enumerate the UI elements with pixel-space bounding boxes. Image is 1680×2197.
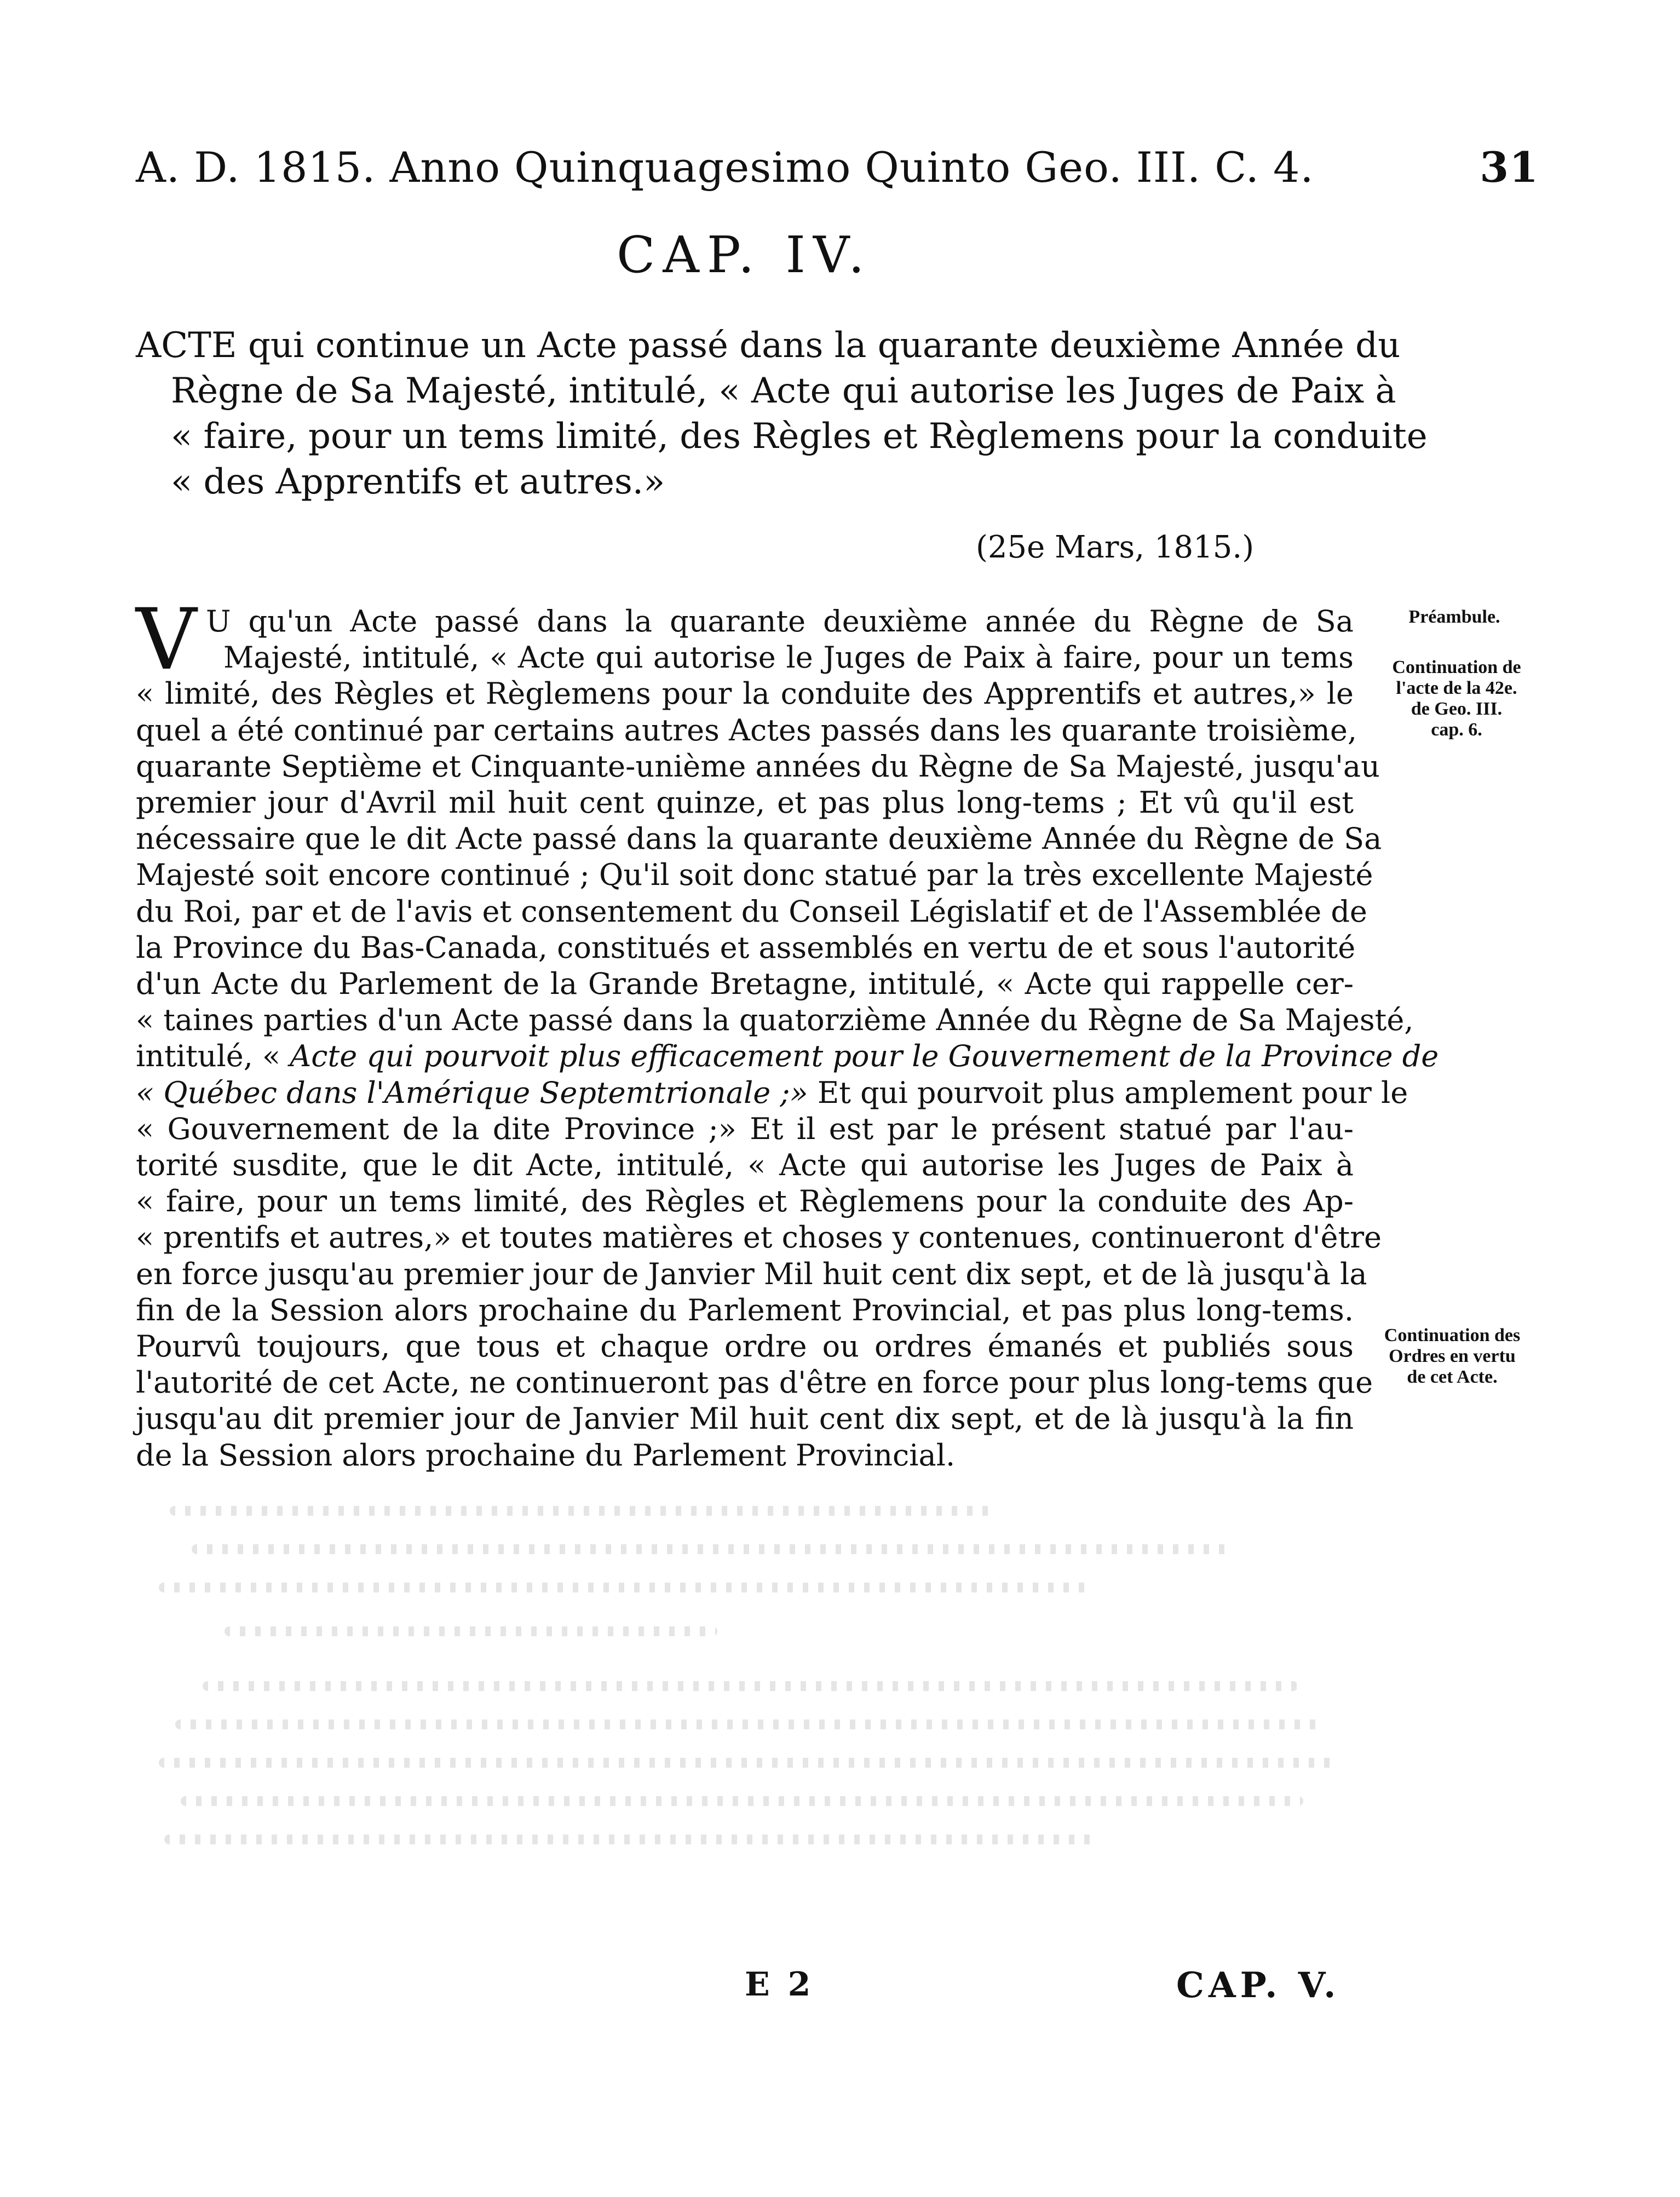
margin-note-line: Continuation des [1384, 1325, 1521, 1345]
body-line: « taines parties d'un Acte passé dans la quatorzième Année du Règne de Sa Majesté, [136, 1003, 1414, 1038]
margin-note-line: de cet Acte. [1407, 1367, 1498, 1387]
margin-note-line: Ordres en vertu [1389, 1346, 1516, 1366]
body-line [136, 1075, 1408, 1111]
catchword: CAP. V. [1176, 1965, 1340, 2006]
body-line: en force jusqu'au premier jour de Janvier Mil huit cent dix sept, et de là jusqu'à la [136, 1256, 1367, 1291]
body-line: d'un Acte du Parlement de la Grande Bretagne, intitulé, « Acte qui rappelle cer- [136, 967, 1354, 1002]
body-line: l'autorité de cet Acte, ne continueront pas d'être en force pour plus long-tems que [136, 1365, 1373, 1400]
margin-note-line: Continuation de [1392, 657, 1521, 677]
body-text-segment: intitulé, « [136, 1039, 290, 1074]
act-title-line: « des Apprentifs et autres.» [171, 462, 665, 502]
body-line: de la Session alors prochaine du Parlement Provincial. [136, 1437, 956, 1473]
margin-note-orders [1365, 1325, 1540, 1388]
body-text-segment: Et qui pourvoit plus amplement pour le [808, 1075, 1408, 1110]
running-head-title: A. D. 1815. Anno Quinquagesimo Quinto Geo. III. C. 4. [136, 143, 1314, 192]
show-through-bleed [159, 1500, 1363, 1884]
body-line: quarante Septième et Cinquante-unième années du Règne de Sa Majesté, jusqu'au [136, 749, 1380, 784]
body-line: premier jour d'Avril mil huit cent quinze, et pas plus long-tems ; Et vû qu'il est [136, 785, 1354, 820]
body-line: torité susdite, que le dit Acte, intitulé, « Acte qui autorise les Juges de Paix à [136, 1148, 1354, 1183]
body-line: quel a été continué par certains autres Actes passés dans les quarante troisième, [136, 712, 1357, 747]
margin-note-line: cap. 6. [1431, 720, 1482, 740]
act-title-line: ACTE qui continue un Acte passé dans la quarante deuxième Année du [136, 325, 1401, 366]
body-line [136, 1038, 1439, 1074]
body-line: jusqu'au dit premier jour de Janvier Mil huit cent dix sept, et de là jusqu'à la fin [136, 1401, 1354, 1436]
margin-note-line: de Geo. III. [1411, 699, 1503, 719]
assent-date: (25e Mars, 1815.) [976, 530, 1255, 565]
body-line: Majesté soit encore continué ; Qu'il soit donc statué par la très excellente Majesté [136, 858, 1373, 893]
body-line: U qu'un Acte passé dans la quarante deuxième année du Règne de Sa [206, 604, 1354, 639]
body-line: « Gouvernement de la dite Province ;» Et il est par le présent statué par l'au- [136, 1111, 1354, 1146]
page-number: 31 [1480, 143, 1539, 192]
body-line: fin de la Session alors prochaine du Parlement Provincial, et pas plus long-tems. [136, 1292, 1354, 1327]
margin-note-continuation [1380, 657, 1533, 740]
drop-cap: V [136, 591, 197, 689]
body-line: Pourvû toujours, que tous et chaque ordre ou ordres émanés et publiés sous [136, 1329, 1354, 1364]
act-title-line: Règne de Sa Majesté, intitulé, « Acte qui autorise les Juges de Paix à [171, 371, 1396, 411]
signature-mark: E 2 [745, 1965, 814, 2004]
margin-note-line: l'acte de la 42e. [1396, 678, 1517, 698]
body-line: « limité, des Règles et Règlemens pour la conduite des Apprentifs et autres,» le [136, 676, 1354, 711]
italic-title-segment: Acte qui pourvoit plus efficacement pour le Gouvernement de la Province de [290, 1039, 1439, 1074]
body-line: du Roi, par et de l'avis et consentement du Conseil Législatif et de l'Assemblée de [136, 894, 1367, 929]
body-line: « faire, pour un tems limité, des Règles et Règlemens pour la conduite des Ap- [136, 1184, 1354, 1219]
italic-title-segment: « Québec dans l'Amérique Septemtrionale ;» [136, 1075, 808, 1110]
body-line: « prentifs et autres,» et toutes matières et choses y contenues, continueront d'être [136, 1220, 1382, 1255]
body-line: Majesté, intitulé, « Acte qui autorise le Juges de Paix à faire, pour un tems [223, 640, 1354, 675]
body-line: nécessaire que le dit Acte passé dans la quarante deuxième Année du Règne de Sa [136, 821, 1382, 856]
act-title [136, 323, 1428, 505]
body-line: la Province du Bas-Canada, constitués et assemblés en vertu de et sous l'autorité [136, 930, 1356, 965]
chapter-heading: CAP. IV. [617, 226, 872, 284]
margin-note-preamble: Préambule. [1408, 607, 1500, 627]
act-title-line: « faire, pour un tems limité, des Règles et Règlemens pour la conduite [171, 416, 1428, 457]
body-text [136, 591, 1439, 1474]
